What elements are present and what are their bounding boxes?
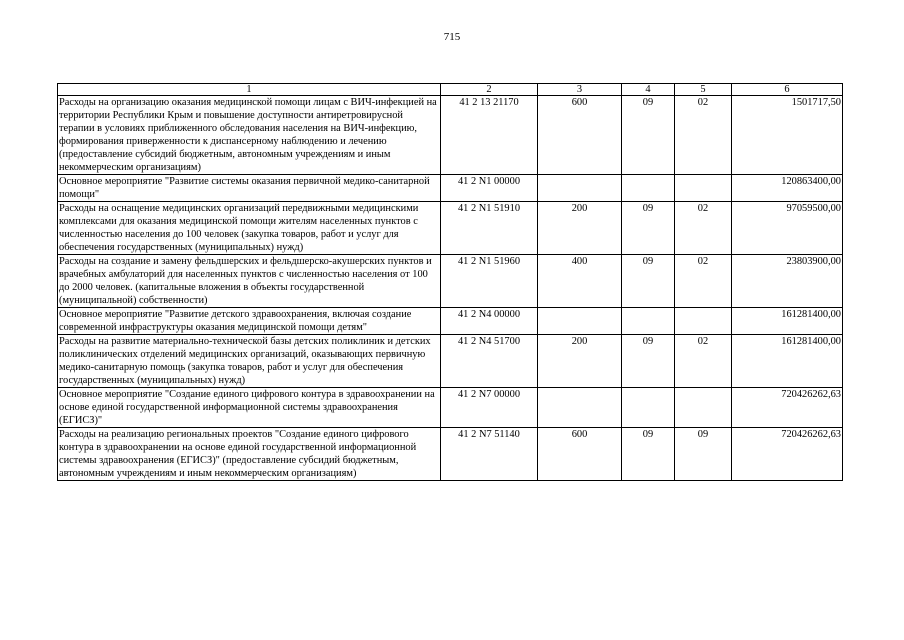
section (622, 388, 675, 428)
expense-type: 600 (538, 96, 622, 175)
column-header: 4 (622, 84, 675, 96)
amount: 161281400,00 (732, 335, 843, 388)
expense-name: Расходы на развитие материально-технической базы детских поликлиник и детских поликлинических отделений медицинских организаций, оказывающих первичную медико-санитарную помощь (закупка товаров, работ и услуг для обеспечения государственных (муниципальных) нужд) (58, 335, 441, 388)
expense-name: Расходы на организацию оказания медицинской помощи лицам с ВИЧ-инфекцией на территории Республики Крым и повышение доступности антиретровирусной терапии в условиях приближенного обследования населения на ВИЧ-инфекцию, формирования приверженности к диспансерному наблюдению и лечению (предоставление субсидий бюджетным, автономным учреждениям и иным некоммерческим организациям) (58, 96, 441, 175)
table-row (58, 175, 843, 202)
table-row (58, 428, 843, 481)
target-code: 41 2 N1 51910 (441, 202, 538, 255)
section: 09 (622, 428, 675, 481)
table-row (58, 202, 843, 255)
section (622, 308, 675, 335)
subsection: 02 (675, 202, 732, 255)
section: 09 (622, 202, 675, 255)
column-header: 6 (732, 84, 843, 96)
expense-type (538, 175, 622, 202)
expense-name: Расходы на создание и замену фельдшерских и фельдшерско-акушерских пунктов и врачебных амбулаторий для населенных пунктов с численностью населения от 100 до 2000 человек. (капитальные вложения в объекты государственной (муниципальной) собственности) (58, 255, 441, 308)
target-code: 41 2 N7 51140 (441, 428, 538, 481)
expense-name: Основное мероприятие "Создание единого цифрового контура в здравоохранении на основе единой государственной информационной системы здравоохранения (ЕГИСЗ)" (58, 388, 441, 428)
expense-type: 200 (538, 202, 622, 255)
subsection: 09 (675, 428, 732, 481)
table-row (58, 255, 843, 308)
subsection: 02 (675, 96, 732, 175)
table-header (58, 84, 843, 96)
expense-name: Расходы на реализацию региональных проектов "Создание единого цифрового контура в здравоохранении на основе единой государственной информационной системы здравоохранения (ЕГИСЗ)" (предоставление субсидий бюджетным, автономным учреждениям и иным некоммерческим организациям) (58, 428, 441, 481)
target-code: 41 2 N4 00000 (441, 308, 538, 335)
amount: 720426262,63 (732, 428, 843, 481)
column-header: 3 (538, 84, 622, 96)
target-code: 41 2 N1 51960 (441, 255, 538, 308)
subsection (675, 308, 732, 335)
amount: 97059500,00 (732, 202, 843, 255)
subsection (675, 175, 732, 202)
column-header: 5 (675, 84, 732, 96)
amount: 720426262,63 (732, 388, 843, 428)
section: 09 (622, 96, 675, 175)
expense-name: Расходы на оснащение медицинских организаций передвижными медицинскими комплексами для оказания медицинской помощи жителям населенных пунктов с численностью населения до 100 человек (закупка товаров, работ и услуг для обеспечения государственных (муниципальных) нужд) (58, 202, 441, 255)
table-row (58, 335, 843, 388)
expense-type: 200 (538, 335, 622, 388)
table-row (58, 96, 843, 175)
expense-type (538, 388, 622, 428)
target-code: 41 2 N7 00000 (441, 388, 538, 428)
section: 09 (622, 255, 675, 308)
amount: 161281400,00 (732, 308, 843, 335)
column-header: 2 (441, 84, 538, 96)
expense-type: 400 (538, 255, 622, 308)
amount: 120863400,00 (732, 175, 843, 202)
subsection: 02 (675, 255, 732, 308)
expense-name: Основное мероприятие "Развитие детского здравоохранения, включая создание современной инфраструктуры оказания медицинской помощи детям" (58, 308, 441, 335)
subsection (675, 388, 732, 428)
target-code: 41 2 N4 51700 (441, 335, 538, 388)
expense-name: Основное мероприятие "Развитие системы оказания первичной медико-санитарной помощи" (58, 175, 441, 202)
subsection: 02 (675, 335, 732, 388)
section: 09 (622, 335, 675, 388)
target-code: 41 2 N1 00000 (441, 175, 538, 202)
page-number: 715 (443, 31, 461, 43)
expense-type (538, 308, 622, 335)
table-row (58, 308, 843, 335)
section (622, 175, 675, 202)
amount: 1501717,50 (732, 96, 843, 175)
budget-table (57, 83, 843, 481)
expense-type: 600 (538, 428, 622, 481)
amount: 23803900,00 (732, 255, 843, 308)
table-row (58, 388, 843, 428)
target-code: 41 2 13 21170 (441, 96, 538, 175)
column-header: 1 (58, 84, 441, 96)
